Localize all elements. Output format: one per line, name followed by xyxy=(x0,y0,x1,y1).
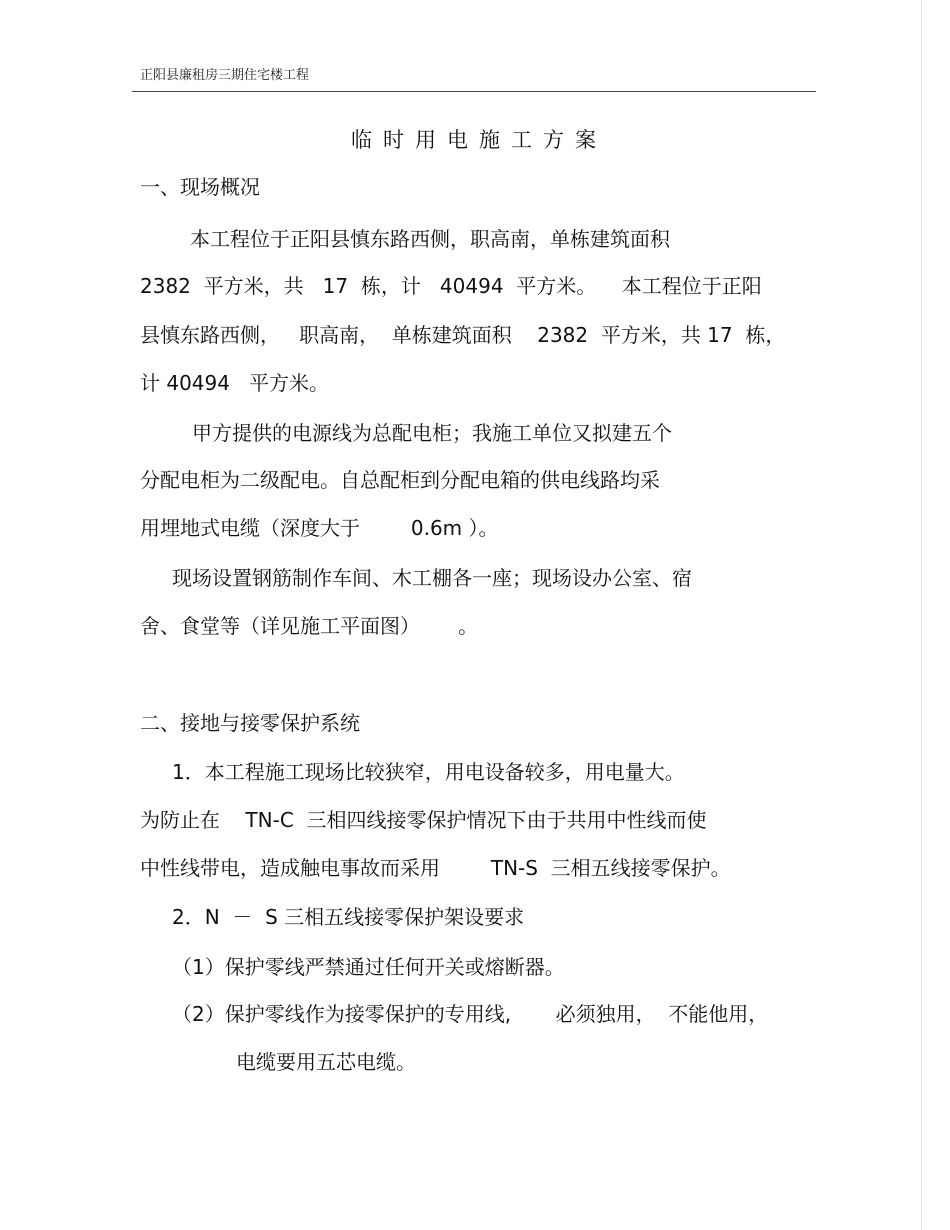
paragraph-line: 计 40494 平方米。 xyxy=(140,371,330,395)
paragraph-line: 为防止在 TN-C 三相四线接零保护情况下由于共用中性线而使 xyxy=(140,808,707,832)
section-heading-grounding: 二、接地与接零保护系统 xyxy=(140,711,360,735)
paragraph-line: 1．本工程施工现场比较狭窄，用电设备较多，用电量大。 xyxy=(172,760,685,784)
list-item-continuation: 电缆要用五芯电缆。 xyxy=(236,1050,416,1074)
header-divider xyxy=(132,91,816,92)
section-heading-site-overview: 一、现场概况 xyxy=(140,175,260,199)
paragraph-line: 中性线带电，造成触电事故而采用 TN-S 三相五线接零保护。 xyxy=(140,856,731,880)
list-item: （2）保护零线作为接零保护的专用线, 必须独用， 不能他用， xyxy=(172,1002,769,1026)
paragraph-line: 2382 平方米，共 17 栋，计 40494 平方米。 本工程位于正阳 xyxy=(140,274,762,298)
paragraph-line: 县慎东路西侧， 职高南， 单栋建筑面积 2382 平方米，共 17 栋， xyxy=(140,323,786,347)
paragraph-line: 甲方提供的电源线为总配电柜；我施工单位又拟建五个 xyxy=(192,421,672,445)
paragraph-line: 分配电柜为二级配电。自总配柜到分配电箱的供电线路均采 xyxy=(140,468,660,492)
page-edge-divider xyxy=(921,0,922,1230)
paragraph-line: 用埋地式电缆（深度大于 0.6m ）。 xyxy=(140,516,499,540)
paragraph-line: 现场设置钢筋制作车间、木工棚各一座；现场设办公室、宿 xyxy=(172,566,692,590)
paragraph-line: 舍、食堂等（详见施工平面图） 。 xyxy=(140,614,479,638)
list-item: （1）保护零线严禁通过任何开关或熔断器。 xyxy=(172,955,565,979)
subheading-tns-requirements: 2．N － S 三相五线接零保护架设要求 xyxy=(172,905,525,929)
paragraph-line: 本工程位于正阳县慎东路西侧，职高南，单栋建筑面积 xyxy=(190,227,670,251)
running-header: 正阳县廉租房三期住宅楼工程 xyxy=(140,68,310,83)
document-title: 临时用电施工方案 xyxy=(351,128,607,152)
